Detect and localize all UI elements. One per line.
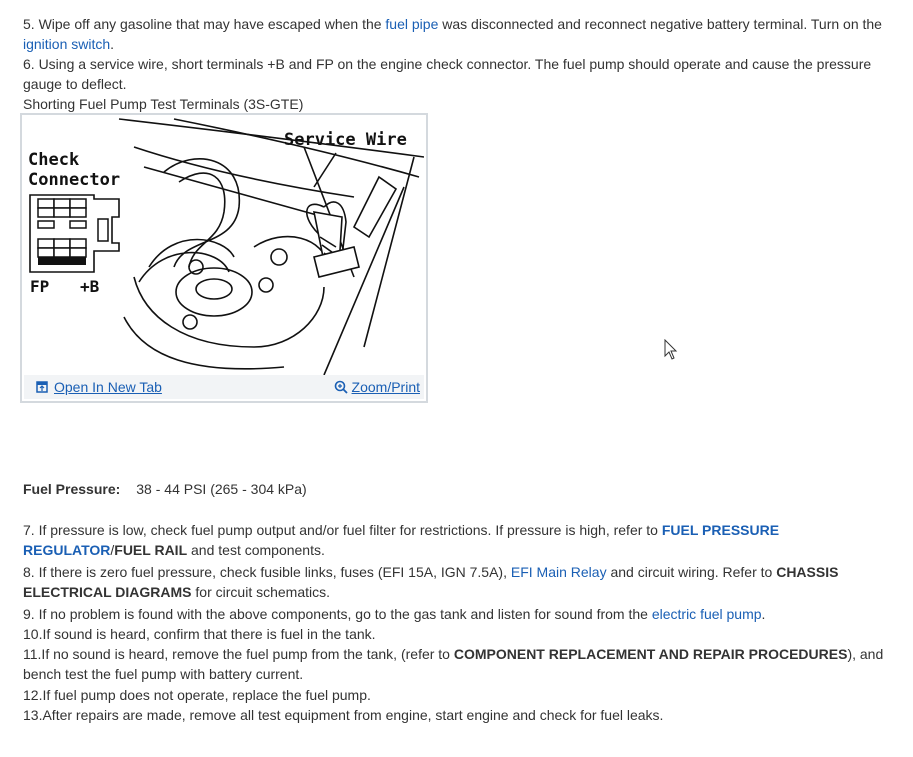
open-tab-label: Open In New Tab (54, 379, 162, 395)
mouse-cursor-icon (664, 339, 678, 363)
figure-container (20, 113, 428, 403)
fp-label: FP (30, 277, 50, 296)
electric-fuel-pump-link[interactable]: electric fuel pump (651, 606, 762, 622)
step-5-text-end: . (110, 36, 115, 52)
b-terminal-label: +B (80, 277, 100, 296)
fuel-rail-text: FUEL RAIL (114, 542, 188, 558)
step-11 (23, 644, 907, 684)
ignition-switch-link[interactable]: ignition switch (23, 36, 111, 52)
step-11-text: 11.If no sound is heard, remove the fuel pump from the tank, (refer to (23, 646, 454, 662)
open-tab-icon (36, 381, 48, 393)
step-5-text-mid: was disconnected and reconnect negative battery terminal. Turn on the (438, 16, 882, 32)
step-5 (23, 14, 907, 54)
fuel-pressure-regulator-link[interactable]: FUEL PRESSURE REGULATOR (23, 522, 780, 558)
zoom-icon (334, 380, 348, 394)
step-8-text-end: for circuit schematics. (191, 584, 331, 600)
step-8-text: 8. If there is zero fuel pressure, check fusible links, fuses (EFI 15A, IGN 7.5A), (23, 564, 511, 580)
service-wire-label: Service Wire (284, 130, 407, 150)
step-9-text: 9. If no problem is found with the above components, go to the gas tank and listen for sound from the (23, 606, 652, 622)
zoom-print-label: Zoom/Print (351, 379, 420, 395)
efi-main-relay-link[interactable]: EFI Main Relay (510, 564, 607, 580)
step-7-slash: / (110, 542, 115, 558)
step-12: 12.If fuel pump does not operate, replace the fuel pump. (23, 687, 371, 703)
step-7-text-end: and test components. (187, 542, 325, 558)
step-5-text: 5. Wipe off any gasoline that may have escaped when the (23, 16, 386, 32)
check-label: Check (28, 150, 80, 170)
fuel-pipe-link[interactable]: fuel pipe (385, 16, 439, 32)
step-6: 6. Using a service wire, short terminals +B and FP on the engine check connector. The fuel pump should operate and cause the pressure gauge to deflect. (23, 56, 872, 92)
step-7 (23, 520, 907, 560)
fuel-pump-terminals-diagram[interactable] (24, 117, 424, 375)
component-replacement-text: COMPONENT REPLACEMENT AND REPAIR PROCEDURES (453, 646, 848, 662)
step-11-text-end: ), and bench test the fuel pump with battery current. (23, 646, 884, 682)
fuel-pressure-label: Fuel Pressure: (23, 481, 121, 497)
step-10: 10.If sound is heard, confirm that there is fuel in the tank. (23, 626, 376, 642)
step-9 (23, 604, 907, 624)
step-8 (23, 562, 907, 602)
fuel-pressure-row (23, 479, 907, 499)
open-in-new-tab-link[interactable] (36, 379, 162, 395)
step-9-text-end: . (761, 606, 766, 622)
chassis-diagrams-text: CHASSIS ELECTRICAL DIAGRAMS (23, 564, 839, 600)
figure-toolbar (24, 375, 424, 399)
step-13: 13.After repairs are made, remove all test equipment from engine, start engine and check for fuel leaks. (23, 707, 664, 723)
connector-label: Connector (28, 170, 121, 190)
zoom-print-link[interactable] (334, 379, 420, 395)
step-7-text: 7. If pressure is low, check fuel pump output and/or fuel filter for restrictions. If pressure is high, refer to (23, 522, 662, 538)
step-8-text-mid: and circuit wiring. Refer to (606, 564, 777, 580)
fuel-pressure-value: 38 - 44 PSI (265 - 304 kPa) (136, 481, 307, 497)
figure-caption: Shorting Fuel Pump Test Terminals (3S-GTE) (23, 96, 304, 112)
